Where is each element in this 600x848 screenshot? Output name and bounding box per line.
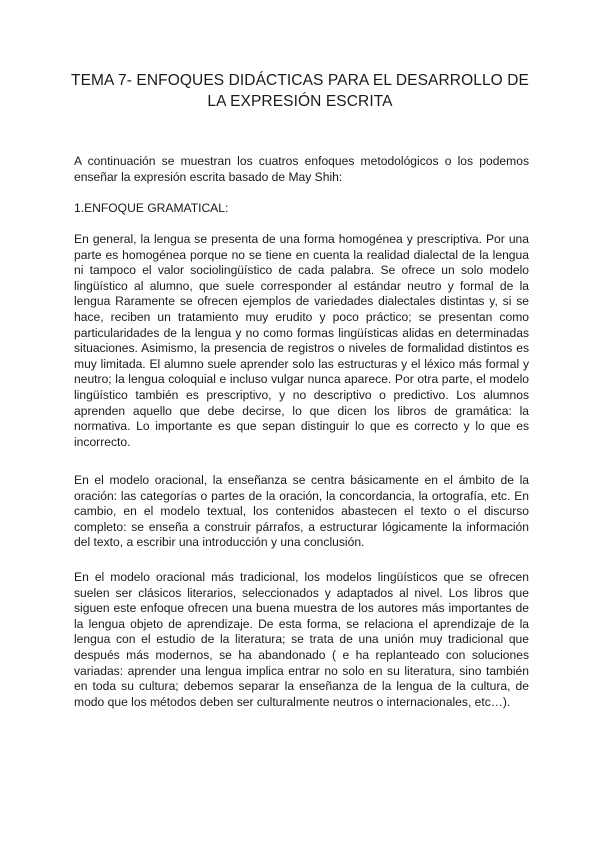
section-heading: 1.ENFOQUE GRAMATICAL: <box>74 201 229 215</box>
paragraph-3: En el modelo oracional más tradicional, los modelos lingüísticos que se ofrecen suelen ser clásicos literarios, seleccionados y adaptados al nivel. Los libros que siguen este enfoque ofrecen una buena muestra de los autores más importantes de la lengua objeto de aprendizaje. De esta forma, se relaciona el aprendizaje de la lengua con el estudio de la literatura; se trata de una unión muy tradicional que después más modernos, se ha abandonado ( e ha replanteado con soluciones variadas: aprender una lengua implica entrar no solo en su literatura, sino también en toda su cultura; debemos separar la enseñanza de la lengua de la cultura, de modo que los métodos deben ser culturalmente neutros o internacionales, etc…). <box>74 570 529 709</box>
document-title <box>60 70 540 112</box>
title-line-1: TEMA 7- ENFOQUES DIDÁCTICAS PARA EL DESARROLLO DE <box>71 72 529 89</box>
paragraph-2: En el modelo oracional, la enseñanza se centra básicamente en el ámbito de la oración: las categorías o partes de la oración, la concordancia, la ortografía, etc. En cambio, en el modelo textual, los contenidos abastecen el texto o el discurso completo: se enseña a construir párrafos, a estructurar lógicamente la información del texto, a escribir una introducción y una conclusión. <box>74 473 529 550</box>
intro-paragraph: A continuación se muestran los cuatros enfoques metodológicos o los podemos enseñar la expresión escrita basado de May Shih: <box>74 154 529 184</box>
title-line-2: LA EXPRESIÓN ESCRITA <box>207 93 393 110</box>
paragraph-1: En general, la lengua se presenta de una forma homogénea y prescriptiva. Por una parte es homogénea porque no se tiene en cuenta la realidad dialectal de la lengua ni tampoco el valor sociolingüístico de cada palabra. Se ofrece un solo modelo lingüístico al alumno, que suele corresponder al estándar neutro y formal de la lengua Raramente se ofrecen ejemplos de variedades dialectales distintas y, si se hace, reciben un tratamiento muy erudito y poco práctico; se presentan como particularidades de la lengua y no como formas lingüísticas alidas en determinadas situaciones. Asimismo, la presencia de registros o niveles de formalidad distintos es muy limitada. El alumno suele aprender solo las estructuras y el léxico más formal y neutro; la lengua coloquial e incluso vulgar nunca aparece. Por otra parte, el modelo lingüístico también es prescriptivo, y no descriptivo o predictivo. Los alumnos aprenden aquello que debe decirse, lo que dicen los libros de gramática: la normativa. Lo importante es que sepan distinguir lo que es correcto y lo que es incorrecto. <box>74 232 529 449</box>
